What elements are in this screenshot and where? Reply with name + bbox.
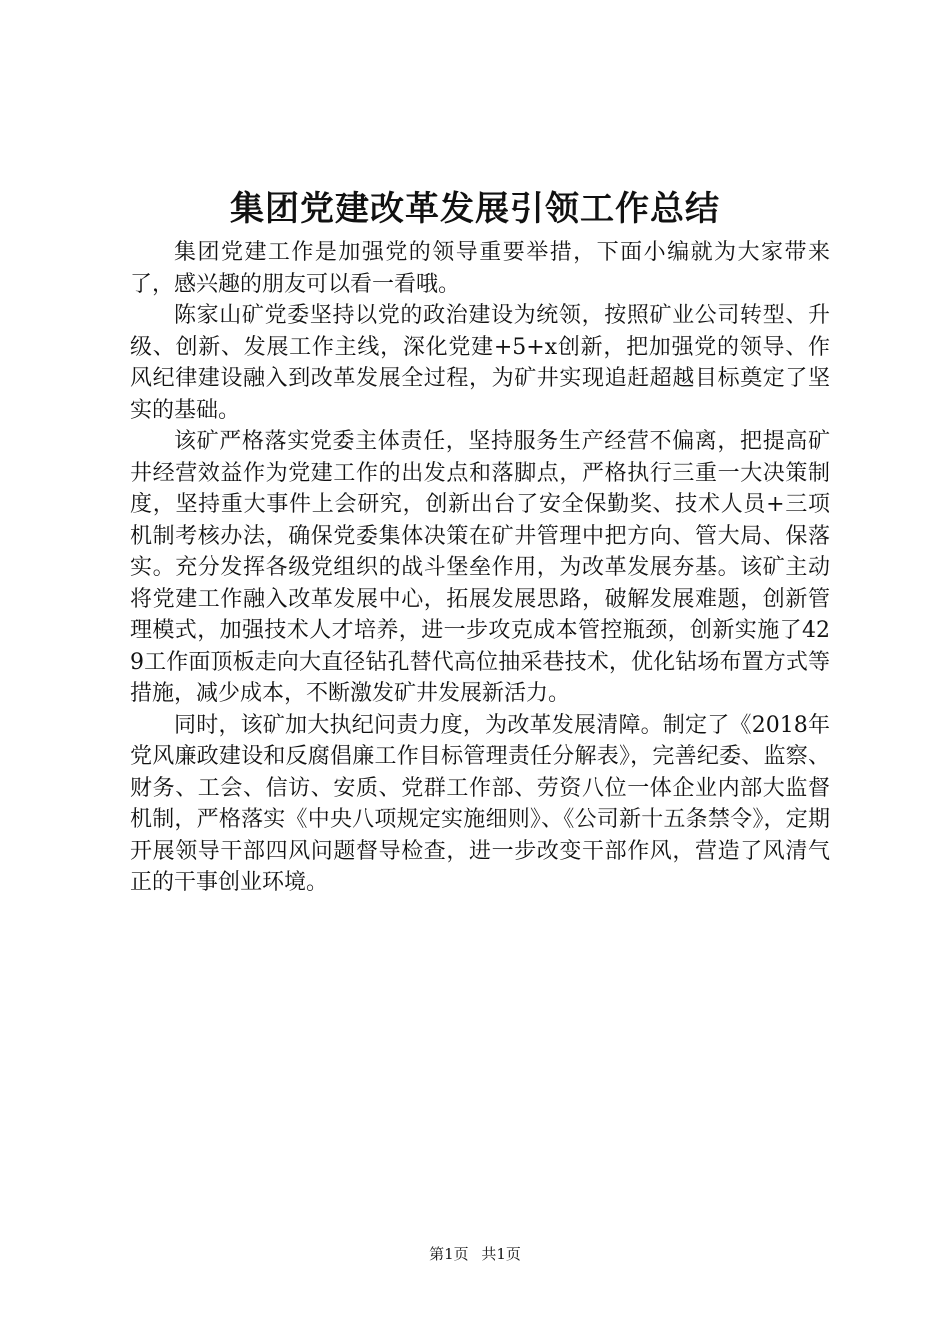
paragraph-intro: 集团党建工作是加强党的领导重要举措，下面小编就为大家带来了，感兴趣的朋友可以看一看哦。: [130, 240, 830, 297]
paragraph-discipline: 同时，该矿加大执纪问责力度，为改革发展清障。制定了《2018年党风廉政建设和反腐倡廉工作目标管理责任分解表》，完善纪委、监察、财务、工会、信访、安质、党群工作部、劳资八位一体企业内部大监督机制，严格落实《中央八项规定实施细则》、《公司新十五条禁令》，定期开展领导干部四风问题督导检查，进一步改变干部作风，营造了风清气正的干事创业环境。: [130, 712, 830, 895]
paragraph-responsibility: 该矿严格落实党委主体责任，坚持服务生产经营不偏离，把提高矿井经营效益作为党建工作的出发点和落脚点，严格执行三重一大决策制度，坚持重大事件上会研究，创新出台了安全保勤奖、技术人员+三项机制考核办法，确保党委集体决策在矿井管理中把方向、管大局、保落实。充分发挥各级党组织的战斗堡垒作用，为改革发展夯基。该矿主动将党建工作融入改革发展中心，拓展发展思路，破解发展难题，创新管理模式，加强技术人才培养，进一步攻克成本管控瓶颈，创新实施了429工作面顶板走向大直径钻孔替代高位抽采巷技术，优化钻场布置方式等措施，减少成本，不断激发矿井发展新活力。: [130, 429, 830, 706]
document-title: 集团党建改革发展引领工作总结: [230, 189, 720, 229]
page-number: 第1页: [429, 1245, 469, 1263]
page-footer: [0, 1244, 950, 1264]
paragraph-overview: 陈家山矿党委坚持以党的政治建设为统领，按照矿业公司转型、升级、创新、发展工作主线，深化党建+5+x创新，把加强党的领导、作风纪律建设融入到改革发展全过程，为矿井实现追赶超越目标奠定了坚实的基础。: [130, 303, 830, 423]
page-total: 共1页: [481, 1245, 521, 1263]
document-body: [130, 237, 830, 899]
